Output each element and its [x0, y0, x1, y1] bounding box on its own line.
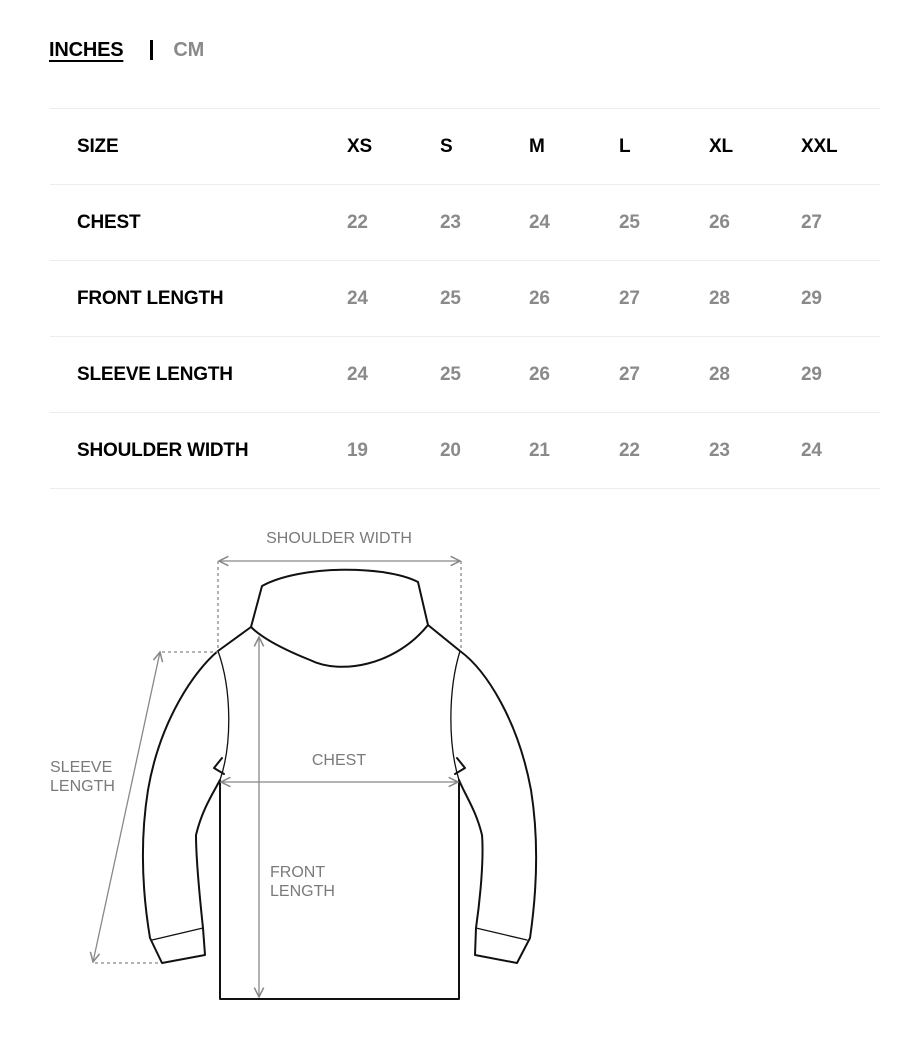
front-length-label-line2: LENGTH — [270, 883, 335, 900]
body-shape — [143, 625, 536, 999]
header-size: SIZE — [77, 135, 119, 157]
unit-inches-link[interactable]: INCHES — [49, 38, 124, 61]
header-xl: XL — [709, 135, 733, 157]
cell-value: 29 — [801, 287, 822, 309]
header-xxl: XXL — [801, 135, 838, 157]
hood-shape — [251, 570, 428, 667]
chest-label: CHEST — [311, 752, 367, 769]
cell-value: 28 — [709, 363, 730, 385]
table-row — [50, 413, 880, 489]
cell-value: 22 — [619, 439, 640, 461]
hoodie-measurement-diagram — [0, 500, 600, 1020]
header-s: S — [440, 135, 453, 157]
header-m: M — [529, 135, 545, 157]
header-l: L — [619, 135, 631, 157]
cell-value: 24 — [347, 287, 368, 309]
left-cuff-seam — [152, 928, 203, 940]
header-xs: XS — [347, 135, 372, 157]
cell-value: 21 — [529, 439, 550, 461]
size-chart-table — [50, 108, 880, 489]
table-row — [50, 185, 880, 261]
cell-value: 23 — [709, 439, 730, 461]
unit-toggle — [49, 38, 204, 62]
row-label: SHOULDER WIDTH — [77, 439, 249, 461]
shoulder-width-label: SHOULDER WIDTH — [266, 530, 412, 547]
row-label: FRONT LENGTH — [77, 287, 224, 309]
cell-value: 23 — [440, 211, 461, 233]
cell-value: 25 — [619, 211, 640, 233]
row-label: SLEEVE LENGTH — [77, 363, 233, 385]
cell-value: 19 — [347, 439, 368, 461]
table-row — [50, 261, 880, 337]
table-header-row — [50, 109, 880, 185]
cell-value: 24 — [801, 439, 822, 461]
hoodie-outline — [143, 570, 536, 999]
sleeve-length-label-line2: LENGTH — [50, 778, 115, 795]
cell-value: 25 — [440, 363, 461, 385]
sleeve-length-label-line1: SLEEVE — [50, 759, 113, 776]
sleeve-length-measure — [93, 652, 218, 963]
cell-value: 25 — [440, 287, 461, 309]
cell-value: 27 — [619, 363, 640, 385]
table-row — [50, 337, 880, 413]
cell-value: 24 — [347, 363, 368, 385]
cell-value: 24 — [529, 211, 550, 233]
unit-divider — [150, 40, 153, 60]
unit-cm-link[interactable]: CM — [173, 38, 205, 61]
right-cuff-seam — [476, 928, 527, 940]
cell-value: 28 — [709, 287, 730, 309]
cell-value: 20 — [440, 439, 461, 461]
front-length-label-line1: FRONT — [270, 864, 326, 881]
row-label: CHEST — [77, 211, 141, 233]
cell-value: 26 — [709, 211, 730, 233]
cell-value: 22 — [347, 211, 368, 233]
cell-value: 26 — [529, 287, 550, 309]
cell-value: 26 — [529, 363, 550, 385]
cell-value: 29 — [801, 363, 822, 385]
cell-value: 27 — [619, 287, 640, 309]
cell-value: 27 — [801, 211, 822, 233]
